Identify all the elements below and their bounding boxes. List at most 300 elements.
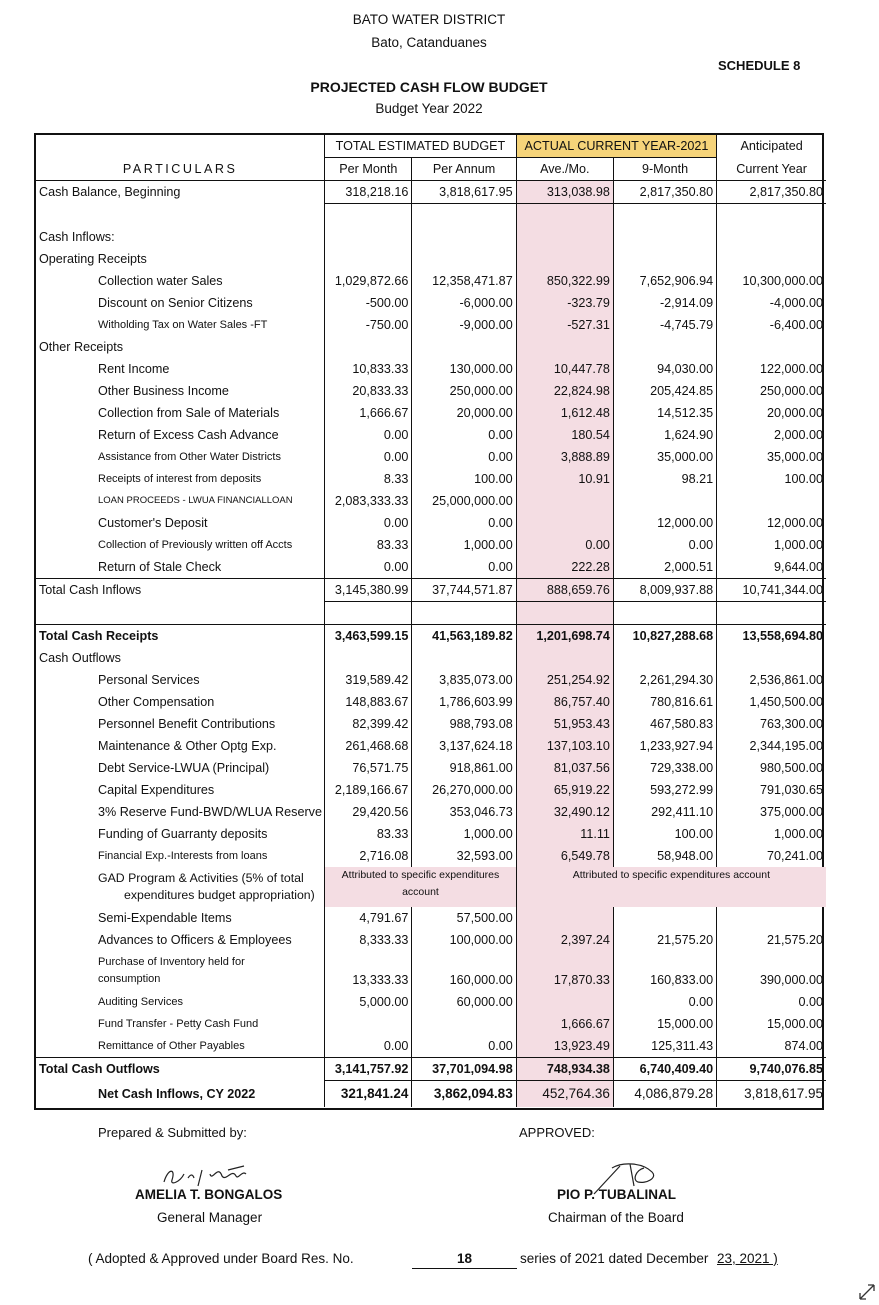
cell-value: 874.00: [717, 1035, 826, 1058]
cell-value: [717, 248, 826, 270]
cell-value: 5,000.00: [325, 991, 412, 1013]
cell-value: 1,612.48: [516, 402, 613, 424]
cell-value: 2,261,294.30: [613, 669, 716, 691]
cell-value: [516, 647, 613, 669]
cell-value: [412, 602, 516, 625]
row-label-financial-exp-interests-from-loans: Financial Exp.-Interests from loans: [98, 850, 268, 862]
cell-value: 4,791.67: [325, 907, 412, 929]
cell-value: 4,086,879.28: [613, 1081, 716, 1108]
cell-value: [412, 226, 516, 248]
cell-value: 3,463,599.15: [325, 625, 412, 648]
column-header-row: [36, 158, 826, 181]
row-label-blank: [36, 602, 325, 625]
cell-value: [325, 226, 412, 248]
cash-flow-table: [36, 135, 826, 1107]
table-row: [36, 424, 826, 446]
cell-value: 763,300.00: [717, 713, 826, 735]
cell-value: 13,558,694.80: [717, 625, 826, 648]
cell-value: [325, 647, 412, 669]
cell-value: 313,038.98: [516, 181, 613, 204]
cell-value: 2,817,350.80: [613, 181, 716, 204]
cell-value: 22,824.98: [516, 380, 613, 402]
row-label-advances-to-officers-employees: Advances to Officers & Employees: [98, 933, 292, 947]
table-row: [36, 292, 826, 314]
cell-value: 10,833.33: [325, 358, 412, 380]
row-label-net-cash-inflows-cy-2022: Net Cash Inflows, CY 2022: [98, 1086, 256, 1101]
group-header-budget: TOTAL ESTIMATED BUDGET: [325, 135, 516, 158]
cell-value: 37,744,571.87: [412, 579, 516, 602]
cell-value: 251,254.92: [516, 669, 613, 691]
cell-value: 850,322.99: [516, 270, 613, 292]
cell-value: 20,000.00: [412, 402, 516, 424]
cell-value: [325, 204, 412, 227]
table-row: [36, 845, 826, 867]
table-row: [36, 991, 826, 1013]
gad-label-line1: GAD Program & Activities (5% of total: [98, 871, 304, 885]
cell-value: [717, 204, 826, 227]
inventory-label-line2: consumption: [98, 973, 161, 985]
cell-value: 26,270,000.00: [412, 779, 516, 801]
cell-value: 0.00: [412, 446, 516, 468]
cell-value: 0.00: [325, 512, 412, 534]
adopted-prefix: ( Adopted & Approved under Board Res. No.: [88, 1251, 354, 1266]
cell-value: 76,571.75: [325, 757, 412, 779]
cell-value: [717, 602, 826, 625]
cell-value: 122,000.00: [717, 358, 826, 380]
table-row: [36, 556, 826, 579]
cell-value: 8,333.33: [325, 929, 412, 951]
cell-value: 780,816.61: [613, 691, 716, 713]
cell-value: 57,500.00: [412, 907, 516, 929]
cell-value: [717, 336, 826, 358]
cell-value: 65,919.22: [516, 779, 613, 801]
table-row: [36, 929, 826, 951]
schedule-label: SCHEDULE 8: [718, 58, 801, 73]
cell-value: 1,201,698.74: [516, 625, 613, 648]
cell-value: 32,593.00: [412, 845, 516, 867]
cell-value: 3,137,624.18: [412, 735, 516, 757]
cell-value: 17,870.33: [516, 951, 613, 991]
row-label-personal-services: Personal Services: [98, 673, 200, 687]
table-row: [36, 713, 826, 735]
cell-value: -527.31: [516, 314, 613, 336]
cell-value: 222.28: [516, 556, 613, 579]
col-header-ave-mo: Ave./Mo.: [516, 158, 613, 181]
table-row: [36, 226, 826, 248]
cell-value: 25,000,000.00: [412, 490, 516, 512]
cell-value: -6,000.00: [412, 292, 516, 314]
group-header-row: [36, 135, 826, 158]
cell-value: 3,141,757.92: [325, 1058, 412, 1081]
cell-value: 20,000.00: [717, 402, 826, 424]
cell-value: 7,652,906.94: [613, 270, 716, 292]
gad-label-line2: expenditures budget appropriation): [124, 888, 315, 902]
table-row: [36, 1058, 826, 1081]
table-row: [36, 380, 826, 402]
cell-value: 41,563,189.82: [412, 625, 516, 648]
cell-value: 292,411.10: [613, 801, 716, 823]
cell-value: 205,424.85: [613, 380, 716, 402]
cell-value: 51,953.43: [516, 713, 613, 735]
cell-value: 12,000.00: [717, 512, 826, 534]
row-label-return-of-excess-cash-advance: Return of Excess Cash Advance: [98, 428, 279, 442]
cell-value: [717, 226, 826, 248]
org-name: BATO WATER DISTRICT: [352, 12, 506, 27]
table-row: [36, 757, 826, 779]
cell-value: [613, 336, 716, 358]
cell-value: 100.00: [613, 823, 716, 845]
cell-value: [516, 490, 613, 512]
cell-value: 11.11: [516, 823, 613, 845]
cell-value: 1,000.00: [717, 823, 826, 845]
cell-value: 1,450,500.00: [717, 691, 826, 713]
table-row: [36, 735, 826, 757]
cell-value: 8.33: [325, 468, 412, 490]
approved-name: PIO P. TUBALINAL: [557, 1187, 677, 1202]
row-label-return-of-stale-check: Return of Stale Check: [98, 560, 222, 574]
cell-value: 29,420.56: [325, 801, 412, 823]
table-row: [36, 358, 826, 380]
cell-value: 10.91: [516, 468, 613, 490]
cell-value: 0.00: [613, 534, 716, 556]
group-header-anticipated: Anticipated: [717, 135, 826, 158]
cell-value: [516, 336, 613, 358]
table-row: [36, 951, 826, 991]
cell-value: 2,536,861.00: [717, 669, 826, 691]
cell-value: 593,272.99: [613, 779, 716, 801]
row-label-personnel-benefit-contributions: Personnel Benefit Contributions: [98, 717, 276, 731]
cell-value: [613, 490, 716, 512]
cell-value: 180.54: [516, 424, 613, 446]
cell-value: 2,083,333.33: [325, 490, 412, 512]
cell-value: 0.00: [717, 991, 826, 1013]
cell-value: 0.00: [325, 556, 412, 579]
cell-value: 82,399.42: [325, 713, 412, 735]
cell-value: 100.00: [717, 468, 826, 490]
adopted-mid: series of 2021 dated December: [520, 1251, 709, 1266]
cell-value: 1,029,872.66: [325, 270, 412, 292]
cell-value: 21,575.20: [613, 929, 716, 951]
row-label-total-cash-inflows: Total Cash Inflows: [36, 579, 325, 602]
cell-value: 20,833.33: [325, 380, 412, 402]
approved-title: Chairman of the Board: [548, 1210, 684, 1225]
cell-value: [613, 248, 716, 270]
cell-value: 125,311.43: [613, 1035, 716, 1058]
table-row: [36, 336, 826, 358]
cell-value: 1,624.90: [613, 424, 716, 446]
cell-value: 2,344,195.00: [717, 735, 826, 757]
col-header-current-year: Current Year: [717, 158, 826, 181]
cell-value: [613, 204, 716, 227]
cell-value: 60,000.00: [412, 991, 516, 1013]
cell-value: 318,218.16: [325, 181, 412, 204]
row-label-discount-on-senior-citizens: Discount on Senior Citizens: [98, 296, 253, 310]
table-row: [36, 602, 826, 625]
row-label-capital-expenditures: Capital Expenditures: [98, 783, 215, 797]
cell-value: [516, 248, 613, 270]
cell-value: 32,490.12: [516, 801, 613, 823]
cell-value: [613, 647, 716, 669]
cell-value: 86,757.40: [516, 691, 613, 713]
row-label-blank: [36, 204, 325, 227]
cell-value: 2,817,350.80: [717, 181, 826, 204]
table-row: [36, 647, 826, 669]
cell-value: 918,861.00: [412, 757, 516, 779]
cell-value: [412, 1013, 516, 1035]
cell-value: [516, 991, 613, 1013]
cell-value: [613, 226, 716, 248]
cell-value: 1,666.67: [325, 402, 412, 424]
table-row: [36, 248, 826, 270]
prepared-label: Prepared & Submitted by:: [98, 1125, 247, 1140]
cell-value: 13,333.33: [325, 951, 412, 991]
cell-value: 10,300,000.00: [717, 270, 826, 292]
row-label-customer-s-deposit: Customer's Deposit: [98, 516, 208, 530]
cell-value: 319,589.42: [325, 669, 412, 691]
table-row: [36, 181, 826, 204]
cell-value: 0.00: [613, 991, 716, 1013]
col-header-particulars: PARTICULARS: [36, 158, 325, 181]
cell-value: 3,835,073.00: [412, 669, 516, 691]
row-label-remittance-of-other-payables: Remittance of Other Payables: [98, 1040, 245, 1052]
cell-value: -9,000.00: [412, 314, 516, 336]
cell-value: 35,000.00: [613, 446, 716, 468]
gad-note-actual: Attributed to specific expenditures account: [516, 867, 826, 907]
cell-value: [325, 248, 412, 270]
cell-value: 1,666.67: [516, 1013, 613, 1035]
cell-value: 10,447.78: [516, 358, 613, 380]
approved-label: APPROVED:: [519, 1125, 595, 1140]
table-row: [36, 867, 826, 907]
row-label-collection-from-sale-of-materials: Collection from Sale of Materials: [98, 406, 280, 420]
cell-value: 12,358,471.87: [412, 270, 516, 292]
cell-value: 0.00: [325, 424, 412, 446]
table-row: [36, 490, 826, 512]
cell-value: [516, 907, 613, 929]
col-header-9-month: 9-Month: [613, 158, 716, 181]
row-label-total-cash-outflows: Total Cash Outflows: [36, 1058, 325, 1081]
cell-value: 0.00: [412, 512, 516, 534]
group-header-actual: ACTUAL CURRENT YEAR-2021: [516, 135, 716, 158]
cell-value: [717, 907, 826, 929]
cell-value: 250,000.00: [717, 380, 826, 402]
row-label-debt-service-lwua-principal: Debt Service-LWUA (Principal): [98, 761, 270, 775]
table-row: [36, 1081, 826, 1108]
cell-value: 0.00: [325, 1035, 412, 1058]
budget-sheet: [34, 133, 824, 1110]
row-label-3-reserve-fund-bwd-wlua-reserve: 3% Reserve Fund-BWD/WLUA Reserve: [98, 805, 322, 819]
cell-value: 2,000.00: [717, 424, 826, 446]
cell-value: [613, 907, 716, 929]
row-label-other-compensation: Other Compensation: [98, 695, 215, 709]
cell-value: 58,948.00: [613, 845, 716, 867]
cell-value: 9,644.00: [717, 556, 826, 579]
cell-value: 3,818,617.95: [717, 1081, 826, 1108]
cell-value: 100.00: [412, 468, 516, 490]
cell-value: 13,923.49: [516, 1035, 613, 1058]
cell-value: 0.00: [325, 446, 412, 468]
table-row: [36, 1013, 826, 1035]
col-header-per-month: Per Month: [325, 158, 412, 181]
cell-value: -2,914.09: [613, 292, 716, 314]
cell-value: 160,000.00: [412, 951, 516, 991]
row-label-operating-receipts: Operating Receipts: [39, 252, 147, 266]
cell-value: 452,764.36: [516, 1081, 613, 1108]
row-label-auditing-services: Auditing Services: [98, 996, 183, 1008]
table-row: [36, 468, 826, 490]
table-row: [36, 512, 826, 534]
cell-value: 70,241.00: [717, 845, 826, 867]
cell-value: 1,000.00: [717, 534, 826, 556]
cell-value: 2,000.51: [613, 556, 716, 579]
cell-value: -500.00: [325, 292, 412, 314]
cell-value: 729,338.00: [613, 757, 716, 779]
cell-value: 94,030.00: [613, 358, 716, 380]
cell-value: -4,000.00: [717, 292, 826, 314]
cell-value: [412, 647, 516, 669]
row-label-collection-of-previously-written-off-accts: Collection of Previously written off Accts: [98, 539, 293, 551]
cell-value: 2,716.08: [325, 845, 412, 867]
row-label-inventory: [36, 951, 325, 991]
row-label-maintenance-other-optg-exp: Maintenance & Other Optg Exp.: [98, 739, 277, 753]
cell-value: 321,841.24: [325, 1081, 412, 1108]
cell-value: 467,580.83: [613, 713, 716, 735]
cell-value: -4,745.79: [613, 314, 716, 336]
cell-value: 0.00: [412, 556, 516, 579]
row-label-assistance-from-other-water-districts: Assistance from Other Water Districts: [98, 451, 281, 463]
cell-value: 3,862,094.83: [412, 1081, 516, 1108]
row-label-receipts-of-interest-from-deposits: Receipts of interest from deposits: [98, 473, 262, 485]
cell-value: 1,233,927.94: [613, 735, 716, 757]
row-label-cash-outflows: Cash Outflows: [39, 651, 121, 665]
table-row: [36, 625, 826, 648]
cell-value: [325, 602, 412, 625]
cell-value: 148,883.67: [325, 691, 412, 713]
cell-value: [613, 602, 716, 625]
prepared-name: AMELIA T. BONGALOS: [135, 1187, 283, 1202]
cell-value: 21,575.20: [717, 929, 826, 951]
cell-value: 1,786,603.99: [412, 691, 516, 713]
adopted-date: 23, 2021 ): [717, 1251, 778, 1266]
cell-value: 375,000.00: [717, 801, 826, 823]
row-label-total-cash-receipts: Total Cash Receipts: [36, 625, 325, 648]
cell-value: 6,549.78: [516, 845, 613, 867]
cell-value: 1,000.00: [412, 534, 516, 556]
cell-value: 3,145,380.99: [325, 579, 412, 602]
cell-value: [516, 226, 613, 248]
cell-value: 100,000.00: [412, 929, 516, 951]
cell-value: 98.21: [613, 468, 716, 490]
cell-value: 160,833.00: [613, 951, 716, 991]
cell-value: 83.33: [325, 823, 412, 845]
row-label-funding-of-guarranty-deposits: Funding of Guarranty deposits: [98, 827, 268, 841]
cell-value: 888,659.76: [516, 579, 613, 602]
table-row: [36, 204, 826, 227]
row-label-other-business-income: Other Business Income: [98, 384, 229, 398]
row-label-rent-income: Rent Income: [98, 362, 170, 376]
cell-value: 15,000.00: [717, 1013, 826, 1035]
cell-value: 130,000.00: [412, 358, 516, 380]
doc-title: PROJECTED CASH FLOW BUDGET: [310, 79, 548, 95]
cell-value: 15,000.00: [613, 1013, 716, 1035]
cell-value: 3,818,617.95: [412, 181, 516, 204]
cell-value: [516, 512, 613, 534]
inventory-label-line1: Purchase of Inventory held for: [98, 956, 245, 968]
cell-value: 10,827,288.68: [613, 625, 716, 648]
resolution-number: 18: [412, 1251, 517, 1269]
col-header-per-annum: Per Annum: [412, 158, 516, 181]
row-label-semi-expendable-items: Semi-Expendable Items: [98, 911, 232, 925]
cell-value: 12,000.00: [613, 512, 716, 534]
cell-value: 2,397.24: [516, 929, 613, 951]
cell-value: 0.00: [412, 1035, 516, 1058]
expand-arrows-icon[interactable]: [857, 1282, 877, 1302]
cell-value: -750.00: [325, 314, 412, 336]
cell-value: 988,793.08: [412, 713, 516, 735]
table-row: [36, 579, 826, 602]
table-row: [36, 823, 826, 845]
cell-value: 35,000.00: [717, 446, 826, 468]
cell-value: [412, 336, 516, 358]
table-row: [36, 534, 826, 556]
cell-value: [717, 490, 826, 512]
cell-value: 0.00: [412, 424, 516, 446]
table-row: [36, 779, 826, 801]
row-label-loan-proceeds-lwua-financialloan: LOAN PROCEEDS - LWUA FINANCIALLOAN: [98, 495, 293, 506]
cell-value: 6,740,409.40: [613, 1058, 716, 1081]
cell-value: 980,500.00: [717, 757, 826, 779]
row-label-gad: [36, 867, 325, 907]
cell-value: 81,037.56: [516, 757, 613, 779]
row-label-cash-inflows: Cash Inflows:: [39, 230, 115, 244]
cell-value: 3,888.89: [516, 446, 613, 468]
cell-value: [325, 336, 412, 358]
table-row: [36, 402, 826, 424]
cell-value: -323.79: [516, 292, 613, 314]
cell-value: 10,741,344.00: [717, 579, 826, 602]
cell-value: 9,740,076.85: [717, 1058, 826, 1081]
cell-value: 390,000.00: [717, 951, 826, 991]
table-row: [36, 270, 826, 292]
table-row: [36, 669, 826, 691]
cell-value: 2,189,166.67: [325, 779, 412, 801]
cell-value: [412, 248, 516, 270]
cell-value: 791,030.65: [717, 779, 826, 801]
cell-value: 0.00: [516, 534, 613, 556]
cell-value: 748,934.38: [516, 1058, 613, 1081]
row-label-cash-balance-beginning: Cash Balance, Beginning: [39, 185, 181, 200]
table-row: [36, 314, 826, 336]
cell-value: -6,400.00: [717, 314, 826, 336]
cell-value: 83.33: [325, 534, 412, 556]
table-row: [36, 907, 826, 929]
gad-note-budget: Attributed to specific expenditures account: [325, 867, 516, 907]
cell-value: 14,512.35: [613, 402, 716, 424]
cell-value: 137,103.10: [516, 735, 613, 757]
org-location: Bato, Catanduanes: [371, 35, 487, 50]
cell-value: [325, 1013, 412, 1035]
cell-value: 261,468.68: [325, 735, 412, 757]
row-label-fund-transfer-petty-cash-fund: Fund Transfer - Petty Cash Fund: [98, 1018, 259, 1030]
cell-value: 353,046.73: [412, 801, 516, 823]
cell-value: 37,701,094.98: [412, 1058, 516, 1081]
cell-value: 8,009,937.88: [613, 579, 716, 602]
prepared-title: General Manager: [157, 1210, 263, 1225]
table-row: [36, 1035, 826, 1058]
cell-value: 1,000.00: [412, 823, 516, 845]
row-label-other-receipts: Other Receipts: [39, 340, 123, 354]
cell-value: 250,000.00: [412, 380, 516, 402]
